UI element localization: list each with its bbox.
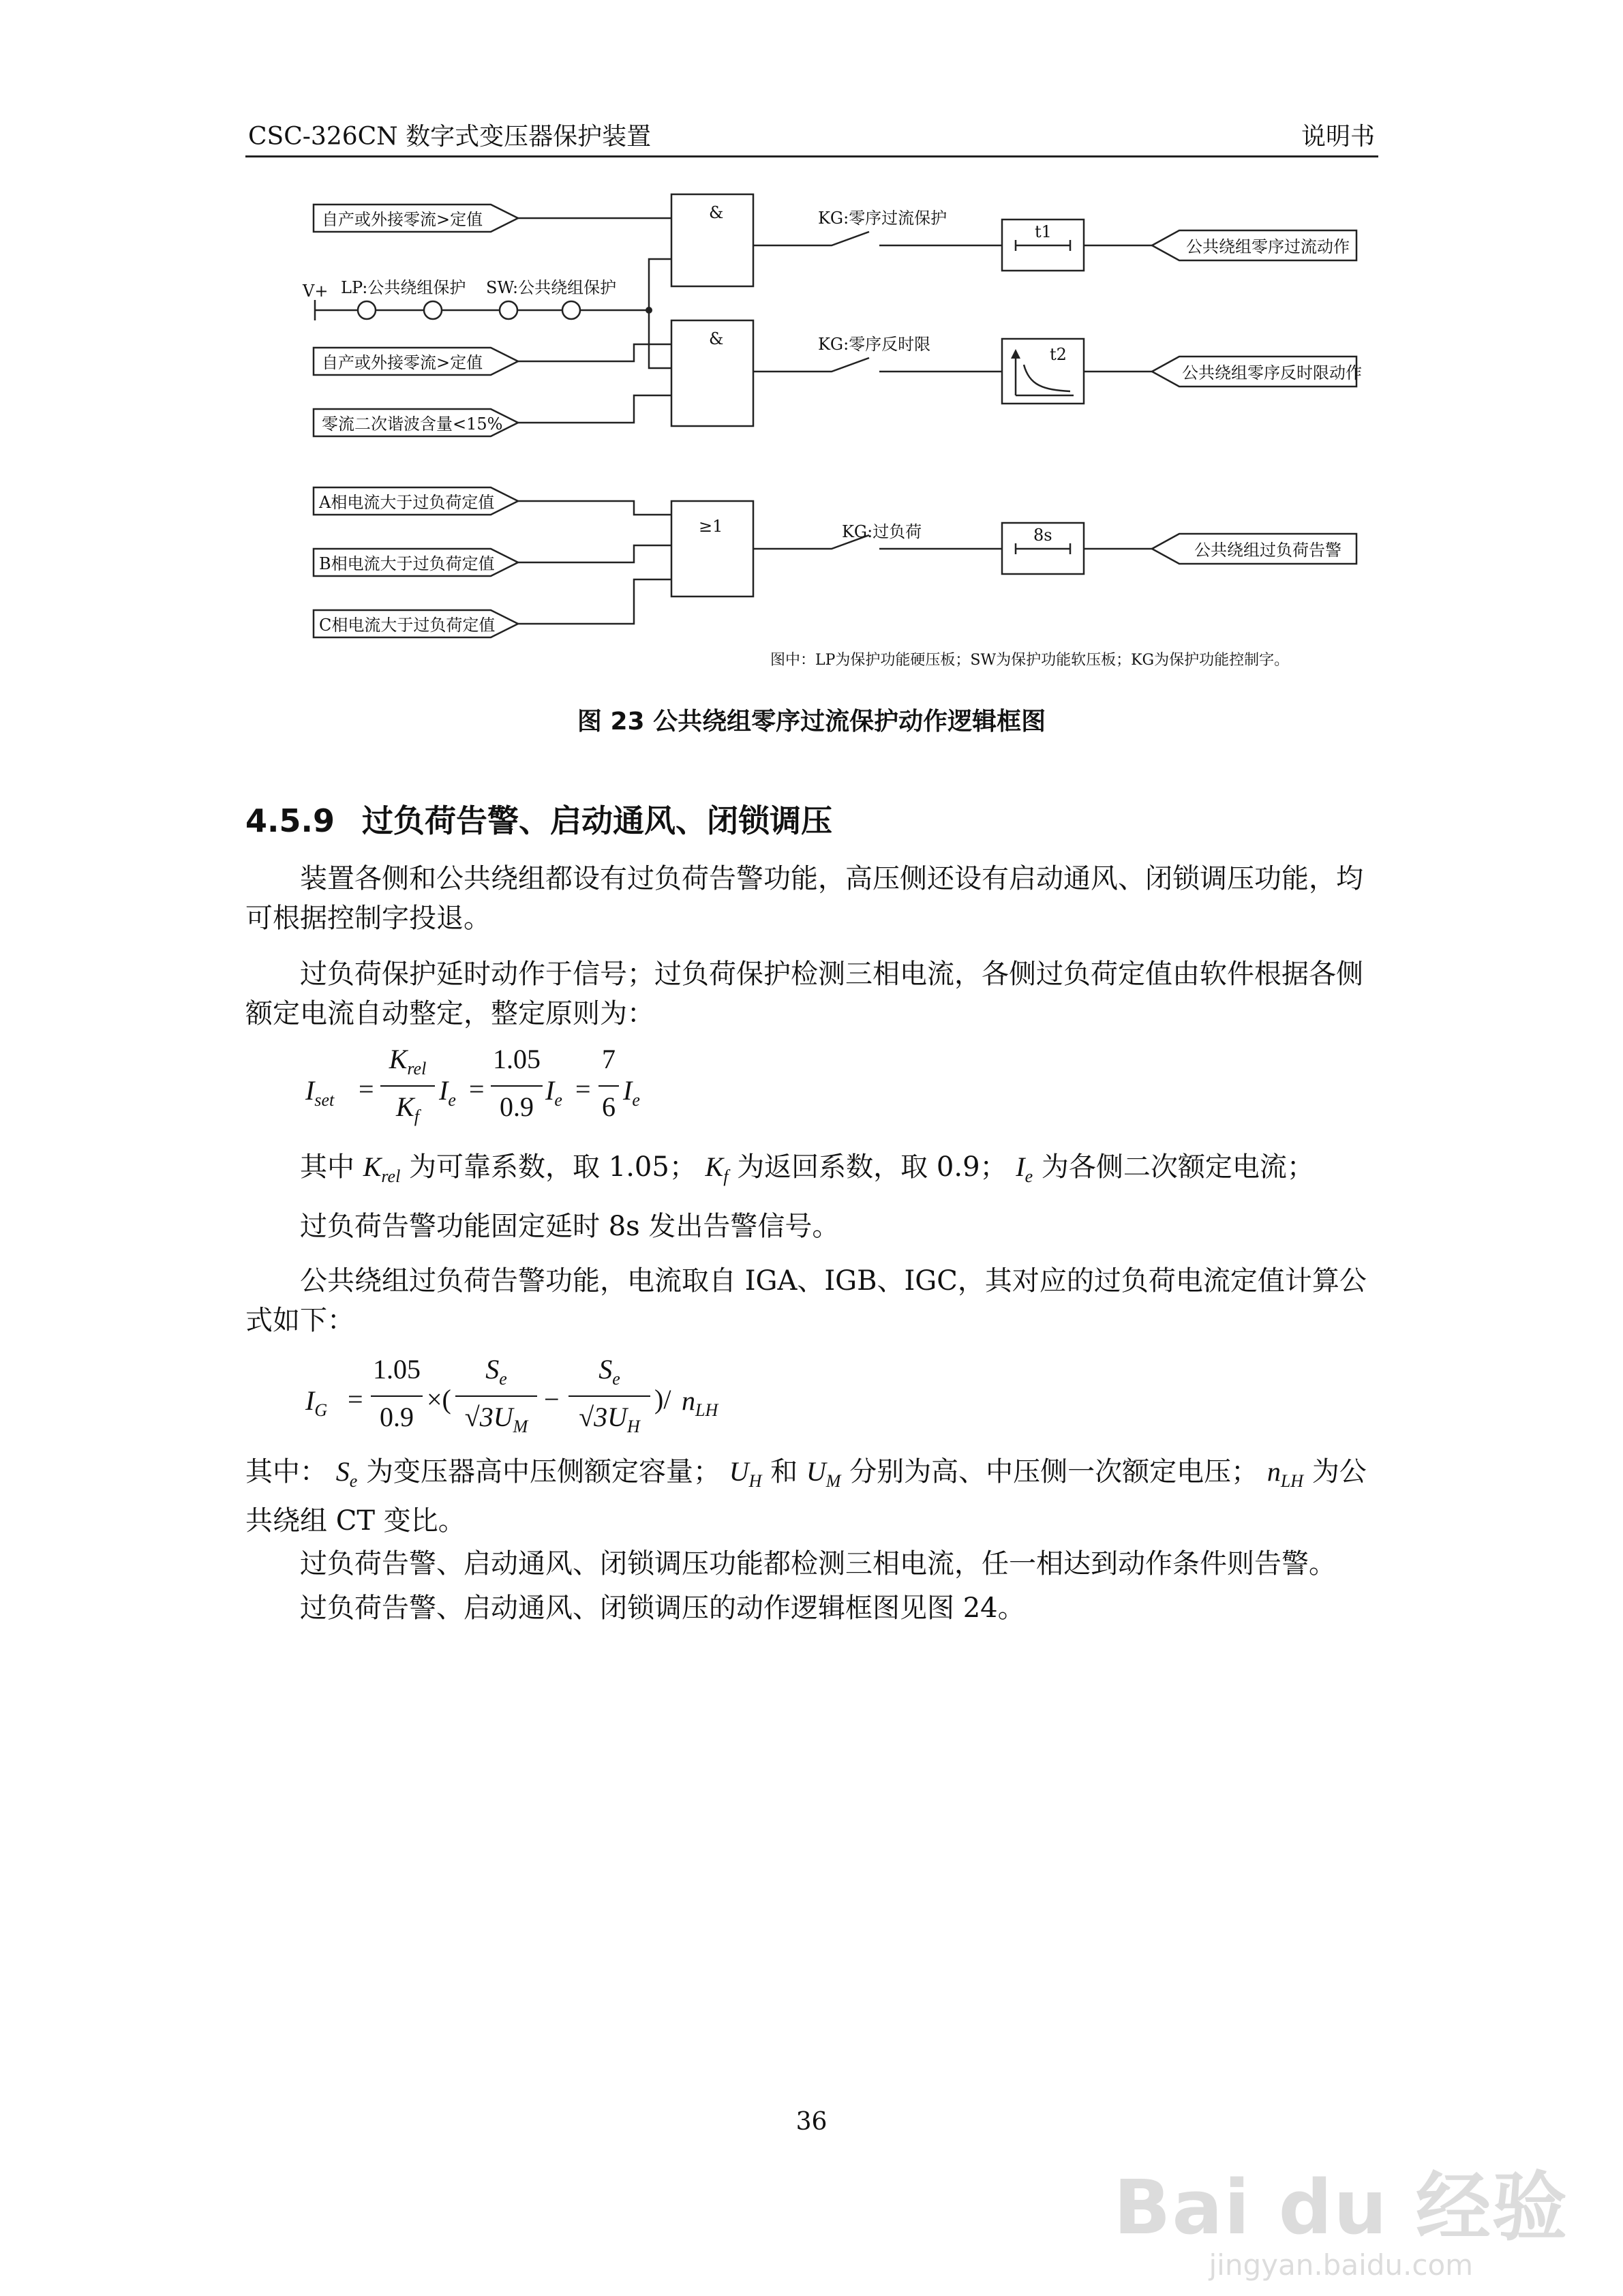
or-gate	[671, 501, 753, 596]
sw-label: SW:公共绕组保护	[486, 278, 617, 297]
symbol-uh: $U_H$	[729, 1456, 762, 1491]
watermark-url: jingyan.baidu.com	[1209, 2248, 1474, 2282]
input-label-2: 自产或外接零流>定值	[322, 353, 483, 372]
header-manual-label: 说明书	[1301, 123, 1375, 151]
symbol-um: $U_M$	[806, 1456, 841, 1491]
formula-iset: $I_{set}$ = $K_{rel}$ $K_f$ $I_e$ = 1.05 0.9 $I_e$ = 7 6 $I_e$	[305, 1044, 640, 1126]
section-number: 4.5.9	[245, 802, 335, 839]
timer-t1-label: t1	[1035, 222, 1052, 241]
output-label-3: 公共绕组过负荷告警	[1194, 541, 1341, 560]
baidu-watermark	[1114, 2147, 1568, 2282]
and-gate-1-label: &	[709, 203, 724, 222]
symbol-nlh: $n_{LH}$	[1266, 1456, 1304, 1491]
symbol-kf: $K_f$	[705, 1151, 729, 1186]
page-number: 36	[795, 2108, 828, 2136]
paragraph-5: 公共绕组过负荷告警功能，电流取自 IGA、IGB、IGC，其对应的过负荷电流定值计算公式如下：	[245, 1265, 1367, 1336]
and-gate-2-label: &	[709, 329, 724, 348]
symbol-ie: $I_e$	[1016, 1151, 1033, 1186]
output-label-1: 公共绕组零序过流动作	[1186, 237, 1350, 256]
symbol-krel: $K_{rel}$	[363, 1151, 401, 1186]
timer-t2	[1002, 339, 1084, 404]
section-heading	[245, 796, 832, 841]
or-gate-label: ≥1	[699, 517, 723, 536]
paragraph-3: 其中 $K_{rel}$ 为可靠系数，取 1.05； $K_f$ 为返回系数，取 0.9； $I_e$ 为各侧二次额定电流；	[300, 1151, 1314, 1186]
figure-caption: 图 23 公共绕组零序过流保护动作逻辑框图	[577, 708, 1046, 736]
watermark-logo: Bai du 经验	[1113, 2164, 1568, 2251]
header-doc-title: CSC-326CN 数字式变压器保护装置	[248, 123, 652, 151]
paragraph-4: 过负荷告警功能固定延时 8s 发出告警信号。	[300, 1211, 840, 1242]
timer-8s-label: 8s	[1033, 526, 1052, 545]
input-label-4: A相电流大于过负荷定值	[319, 493, 495, 512]
kg1-label: KG:零序过流保护	[818, 209, 947, 228]
lp-label: LP:公共绕组保护	[341, 278, 466, 297]
paragraph-7: 过负荷告警、启动通风、闭锁调压功能都检测三相电流，任一相达到动作条件则告警。	[300, 1548, 1336, 1580]
input-label-1: 自产或外接零流>定值	[322, 210, 483, 229]
header-rule	[245, 155, 1378, 157]
vplus-label: V+	[303, 282, 329, 301]
section-title: 过负荷告警、启动通风、闭锁调压	[361, 802, 832, 839]
kg2-label: KG:零序反时限	[818, 335, 931, 354]
paragraph-1: 装置各侧和公共绕组都设有过负荷告警功能，高压侧还设有启动通风、闭锁调压功能，均可根据控制字投退。	[245, 863, 1363, 934]
diagram-note: 图中：LP为保护功能硬压板；SW为保护功能软压板；KG为保护功能控制字。	[770, 652, 1290, 669]
output-label-2: 公共绕组零序反时限动作	[1182, 363, 1362, 382]
symbol-se: $S_e$	[335, 1456, 358, 1491]
timer-t2-label: t2	[1050, 345, 1067, 364]
logic-diagram	[293, 191, 1384, 682]
kg3-label: KG:过负荷	[842, 522, 922, 541]
paragraph-6: 其中： $S_e$ 为变压器高中压侧额定容量； $U_H$ 和 $U_M$ 分别为高、中压侧一次额定电压； $n_{LH}$ 为公共绕组 CT 变比。	[245, 1456, 1367, 1537]
paragraph-2: 过负荷保护延时动作于信号；过负荷保护检测三相电流，各侧过负荷定值由软件根据各侧额定电流自动整定，整定原则为：	[245, 958, 1363, 1029]
input-label-5: B相电流大于过负荷定值	[319, 554, 495, 573]
input-label-3: 零流二次谐波含量<15%	[322, 414, 503, 434]
input-label-6: C相电流大于过负荷定值	[319, 616, 496, 635]
formula-ig: $I_G$ = 1.05 0.9 ×( $S_e$ $√3U_M$ − $S_e$ $√3U_H$ )/ $n_{LH}$	[305, 1354, 718, 1436]
paragraph-8: 过负荷告警、启动通风、闭锁调压的动作逻辑框图见图 24。	[300, 1592, 1025, 1624]
